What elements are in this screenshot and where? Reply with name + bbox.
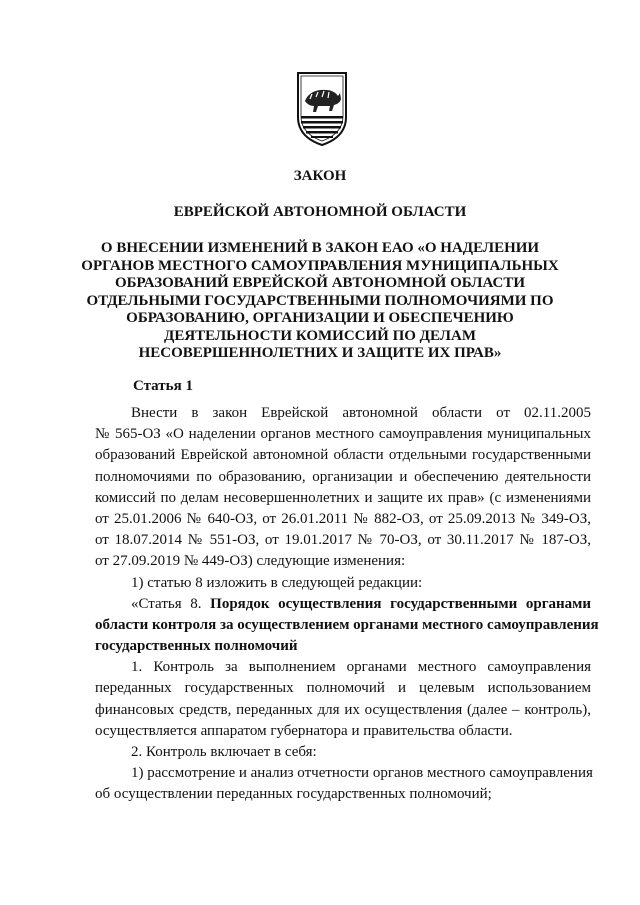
paragraph-line: 2. Контроль включает в себя: [131,744,317,760]
paragraph-line: полномочиями по образованию, организации и обеспечению деятельности [95,468,591,485]
law-title-line: ОБРАЗОВАНИЙ ЕВРЕЙСКОЙ АВТОНОМНОЙ ОБЛАСТИ [114,275,526,291]
coat-of-arms-emblem [296,71,348,147]
article-8-heading-line [95,594,591,615]
article-8-prefix: «Статья 8. [131,595,202,612]
paragraph-line: переданных государственных полномочий и целевым использованием [95,680,591,697]
law-title-line: ОРГАНОВ МЕСТНОГО САМОУПРАВЛЕНИЯ МУНИЦИПАЛЬНЫХ [81,257,559,274]
law-title-line: НЕСОВЕРШЕННОЛЕТНИХ И ЗАЩИТЕ ИХ ПРАВ» [138,345,502,361]
paragraph-line: № 565-ОЗ «О наделении органов местного самоуправления муниципальных [95,426,591,443]
law-title-line: ОБРАЗОВАНИЮ, ОРГАНИЗАЦИИ И ОБЕСПЕЧЕНИЮ [126,310,514,326]
law-title-line: О ВНЕСЕНИИ ИЗМЕНЕНИЙ В ЗАКОН ЕАО «О НАДЕЛЕНИИ [100,240,540,256]
region-heading: ЕВРЕЙСКОЙ АВТОНОМНОЙ ОБЛАСТИ [173,204,467,220]
paragraph-line: 1. Контроль за выполнением органами местного самоуправления [131,659,591,676]
paragraph-line: осуществляется аппаратом губернатора и правительства области. [95,722,513,739]
article-heading: Статья 1 [133,378,193,394]
paragraph-line: от 18.07.2014 № 551-ОЗ, от 19.01.2017 № 70-ОЗ, от 30.11.2017 № 187-ОЗ, [95,532,591,549]
article-8-title: области контроля за осуществлением органами местного самоуправления [95,616,599,633]
paragraph-line: комиссий по делам несовершеннолетних и защите их прав» (с изменениями [95,489,591,506]
paragraph-line: от 25.01.2006 № 640-ОЗ, от 26.01.2011 № 882-ОЗ, от 25.09.2013 № 349-ОЗ, [95,510,591,527]
article-8-title: государственных полномочий [95,638,298,655]
paragraph-line: 1) рассмотрение и анализ отчетности органов местного самоуправления [131,765,593,782]
paragraph-line: от 27.09.2019 № 449-ОЗ) следующие изменения: [95,553,406,570]
paragraph-line: об осуществлении переданных государственных полномочий; [95,786,492,803]
law-title-line: ДЕЯТЕЛЬНОСТИ КОМИССИЙ ПО ДЕЛАМ [164,327,476,344]
paragraph-line: 1) статью 8 изложить в следующей редакции: [131,574,423,591]
article-8-title: Порядок осуществления государственными органами [210,595,592,612]
article-body [95,403,599,806]
law-title-line: ОТДЕЛЬНЫМИ ГОСУДАРСТВЕННЫМИ ПОЛНОМОЧИЯМИ ПО [86,292,554,309]
paragraph-line: образований Еврейской автономной области отдельными государственными [95,447,591,464]
paragraph-line: финансовых средств, переданных для их осуществления (далее – контроль), [95,701,591,718]
paragraph-line: Внести в закон Еврейской автономной области от 02.11.2005 [131,405,591,421]
law-heading: ЗАКОН [293,168,347,184]
law-title [80,240,560,363]
